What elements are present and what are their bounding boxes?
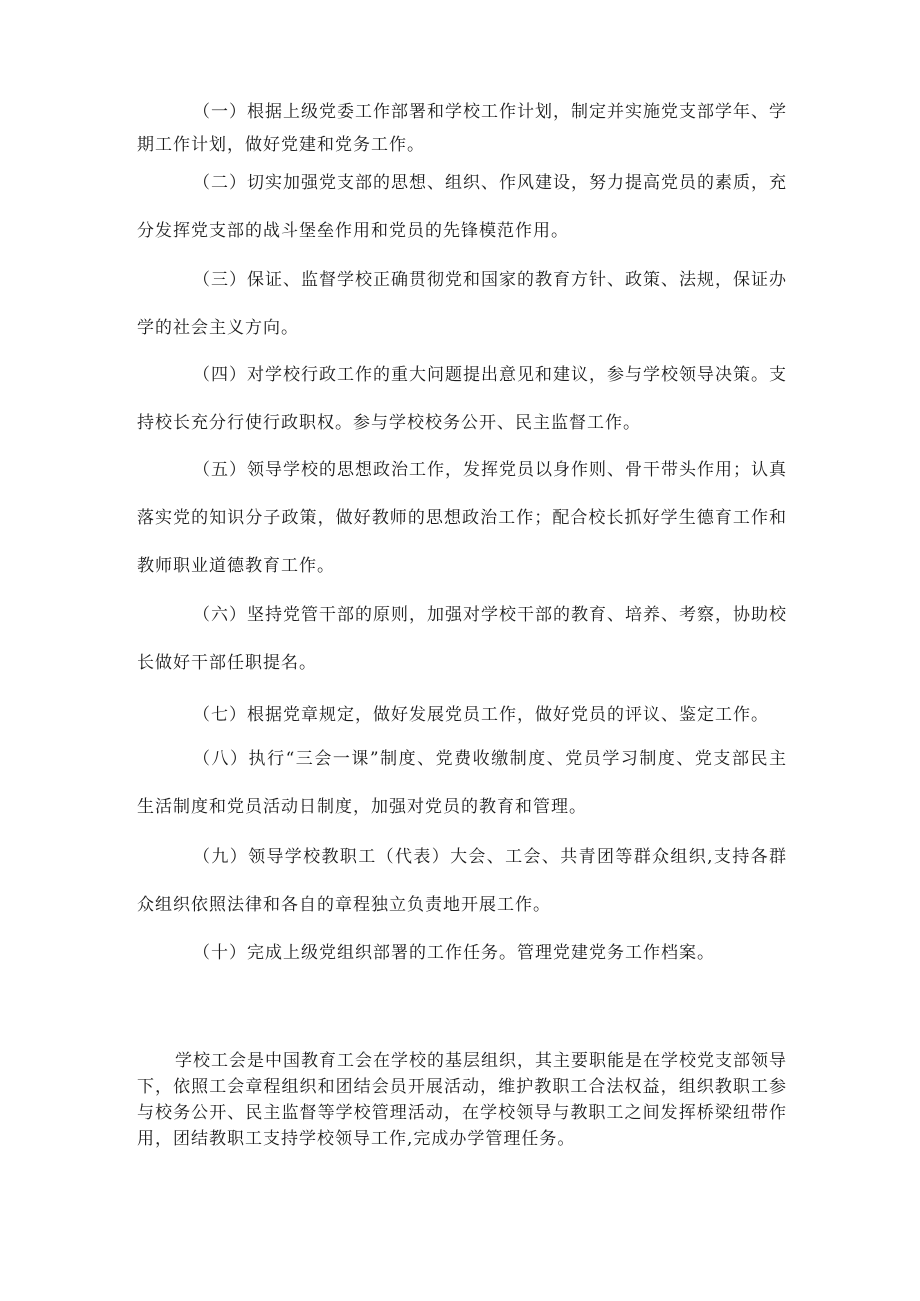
party-duty-item-8: （八）执行“三会一课”制度、党费收缴制度、党员学习制度、党支部民主生活制度和党员活动日制度，加强对党员的教育和管理。 — [137, 749, 787, 817]
party-duty-item-3: （三）保证、监督学校正确贯彻党和国家的教育方针、政策、法规，保证办学的社会主义方向。 — [137, 270, 787, 338]
party-duty-item-10: （十）完成上级党组织部署的工作任务。管理党建党务工作档案。 — [193, 943, 715, 963]
party-duty-item-6: （六）坚持党管干部的原则，加强对学校干部的教育、培养、考察，协助校长做好干部任职提名。 — [137, 605, 787, 673]
union-paragraph: 学校工会是中国教育工会在学校的基层组织，其主要职能是在学校党支部领导下，依照工会章程组织和团结会员开展活动，维护教职工合法权益，组织教职工参与校务公开、民主监督等学校管理活动，在学校领导与教职工之间发挥桥梁纽带作用，团结教职工支持学校领导工作,完成办学管理任务。 — [137, 1051, 787, 1149]
party-duty-item-7: （七）根据党章规定，做好发展党员工作，做好党员的评议、鉴定工作。 — [193, 705, 769, 725]
party-duty-item-5: （五）领导学校的思想政治工作，发挥党员以身作则、骨干带头作用；认真落实党的知识分子政策，做好教师的思想政治工作；配合校长抓好学生德育工作和教师职业道德教育工作。 — [137, 460, 787, 576]
party-duty-item-2: （二）切实加强党支部的思想、组织、作风建设，努力提高党员的素质，充分发挥党支部的战斗堡垒作用和党员的先锋模范作用。 — [137, 173, 787, 241]
party-duty-item-9: （九）领导学校教职工（代表）大会、工会、共青团等群众组织,支持各群众组织依照法律和各自的章程独立负责地开展工作。 — [137, 847, 787, 915]
party-duty-item-1: （一）根据上级党委工作部署和学校工作计划，制定并实施党支部学年、学期工作计划，做好党建和党务工作。 — [137, 102, 787, 155]
party-duty-item-4: （四）对学校行政工作的重大问题提出意见和建议，参与学校领导决策。支持校长充分行使行政职权。参与学校校务公开、民主监督工作。 — [137, 365, 787, 433]
